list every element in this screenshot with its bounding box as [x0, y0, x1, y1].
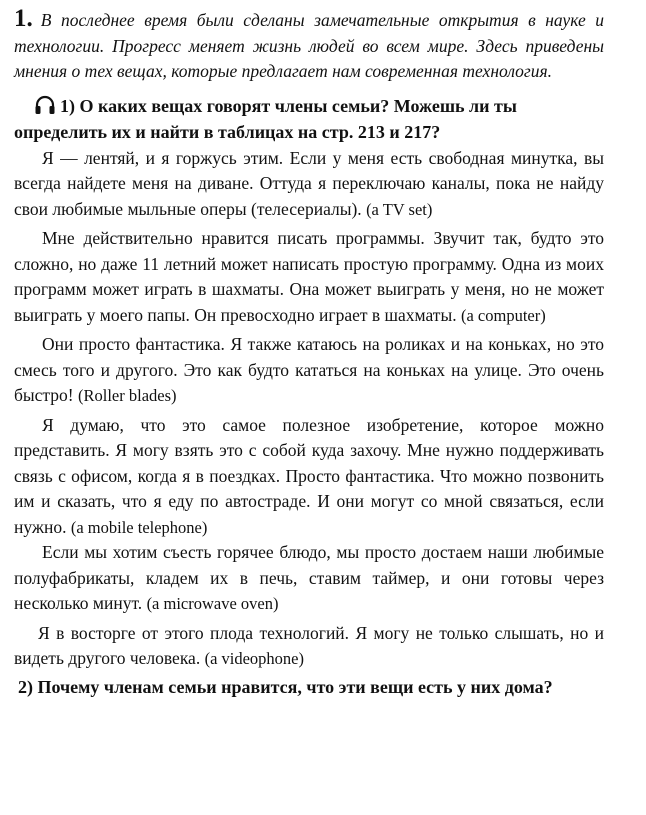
paragraph-text: Я в восторге от этого плода технологий. Я могу не только слышать, но и видеть другого человека. — [14, 622, 604, 668]
paragraph-text: Они просто фантастика. Я также катаюсь на роликах и на коньках, но это смесь того и другого. Это как будто кататься на коньках на улице. Это очень быстро! — [14, 334, 604, 405]
task-2-heading — [14, 674, 604, 700]
paragraph-text: Если мы хотим съесть горячее блюдо, мы просто достаем наши любимые полуфабрикаты, кладем их в печь, ставим таймер, и они готовы через несколько минут. — [14, 542, 604, 613]
paragraph-videophone — [14, 621, 604, 672]
paragraph-answer: (a mobile telephone) — [70, 517, 208, 537]
paragraph-tv-set — [14, 146, 604, 223]
paragraph-roller-blades — [14, 332, 604, 409]
paragraph-text: Я думаю, что это самое полезное изобретение, которое можно представить. Я могу взять это с собой куда захочу. Мне нужно поддерживать связь с офисом, когда я в поездках. Просто фантастика. Что можно позвонить им и сказать, что я еду по автостраде. И они могут со мной связаться, если нужно. — [14, 414, 604, 537]
paragraph-text: Мне действительно нравится писать программы. Звучит так, будто это сложно, но даже 11 летний может написать простую программу. Одна из моих программ может играть в шахматы. Она может выиграть у меня, но не может выиграть у моего папы. Он превосходно играет в шахматы. — [14, 228, 604, 325]
paragraph-answer: (a TV set) — [366, 199, 433, 219]
task-1-label: 1) О каких вещах говорят члены семьи? Можешь ли ты определить их и найти в таблицах на стр. 213 и 217? — [14, 95, 517, 142]
paragraph-microwave-oven — [14, 540, 604, 617]
paragraph-mobile-telephone — [14, 413, 604, 541]
task-1-heading — [14, 93, 604, 145]
paragraph-answer: (a videophone) — [204, 649, 304, 668]
headphones-icon — [34, 95, 56, 115]
exercise-intro-text: В последнее время были сделаны замечательные открытия в науке и технологии. Прогресс меняет жизнь людей во всем мире. Здесь приведены мнения о тех вещах, которые предлагает нам современная технология. — [14, 10, 604, 81]
exercise-intro — [14, 6, 604, 85]
task-2-label: 2) Почему членам семьи нравится, что эти вещи есть у них дома? — [18, 676, 553, 697]
paragraph-text: Я — лентяй, и я горжусь этим. Если у меня есть свободная минутка, вы всегда найдете меня на диване. Оттуда я переключаю каналы, пока не найду свои любимые мыльные оперы (телесериалы). — [14, 147, 604, 219]
textbook-page — [14, 6, 604, 700]
exercise-number: 1. — [14, 5, 33, 32]
paragraph-answer: (a microwave oven) — [146, 594, 279, 613]
paragraph-answer: (Roller blades) — [78, 386, 177, 405]
paragraph-computer — [14, 226, 604, 328]
paragraph-answer: (a computer) — [460, 305, 546, 325]
